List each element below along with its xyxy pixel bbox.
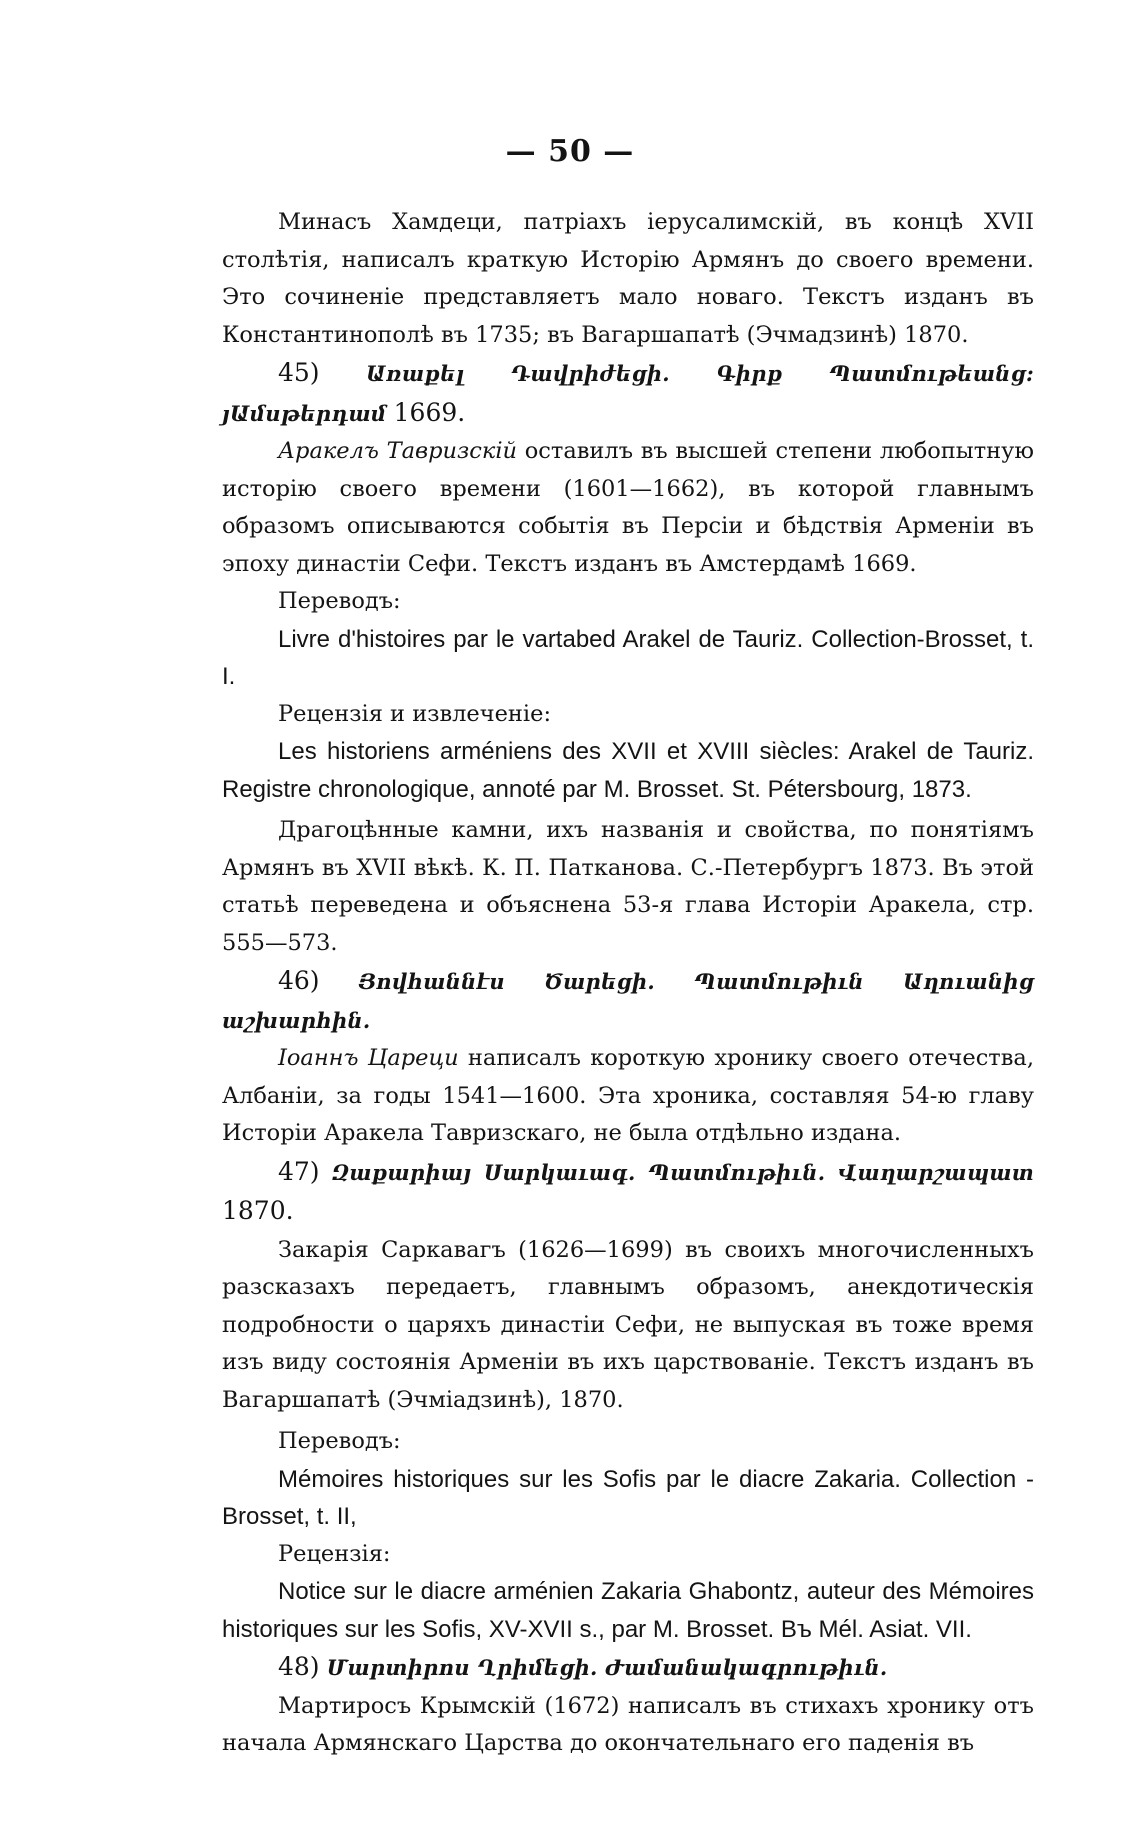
description-text: оставилъ въ высшей степени любопытную исторію своего времени (1601—1662), въ которой главнымъ образомъ описываются событія въ Персіи и бѣдствія Арменіи въ эпоху династіи Сефи. Текстъ изданъ въ Амстердамѣ 1669. bbox=[222, 438, 1034, 577]
armenian-title: Մարտիրոս Ղրիմեցի. Ժամանակագրութիւն. bbox=[326, 1655, 888, 1680]
entry-48-description: Мартиросъ Крымскій (1672) написалъ въ стихахъ хронику отъ начала Армянскаго Царства до окончательнаго его паденія въ bbox=[222, 1692, 1034, 1756]
entry-45-heading bbox=[222, 354, 1034, 433]
review-heading: Рецензія и извлеченіе: bbox=[278, 700, 552, 727]
translation-text: Livre d'histoires par le vartabed Arakel de Tauriz. Collection-Brosset, t. I. bbox=[222, 625, 1034, 690]
entry-45-description bbox=[222, 433, 1034, 583]
entry-47-description: Закарія Саркавагъ (1626—1699) въ своихъ многочисленныхъ разсказахъ передаетъ, главнымъ образомъ, анекдотическія подробности о царяхъ династіи Сефи, не выпуская въ тоже время изъ виду состоянія Арменіи въ ихъ царствованіе. Текстъ изданъ въ Вагаршапатѣ (Эчміадзинѣ), 1870. bbox=[222, 1236, 1034, 1413]
entry-46-description bbox=[222, 1040, 1034, 1153]
paragraph-minas: Минасъ Хамдеци, патріахъ іерусалимскій, въ концѣ XVII столѣтія, написалъ краткую Исторію Армянъ до своего времени. Это сочиненіе представляетъ мало новаго. Текстъ изданъ въ Константинополѣ въ 1735; въ Вагаршапатѣ (Эчмадзинѣ) 1870. bbox=[222, 209, 1034, 348]
translation-text: Mémoires historiques sur les Sofis par le diacre Zakaria. Collection - Brosset, t. II, bbox=[222, 1465, 1034, 1530]
entry-number: 48) bbox=[278, 1652, 320, 1681]
entry-number: 45) bbox=[278, 358, 320, 387]
author-name: Іоаннъ Цареци bbox=[278, 1045, 459, 1071]
review-text: Les historiens arméniens des XVII et XVIII siècles: Arakel de Tauriz. Registre chronologique, annoté par M. Brosset. St. Pétersbourg, 1873. bbox=[222, 738, 1034, 803]
entry-number: 46) bbox=[278, 966, 320, 995]
extra-reference: Драгоцѣнные камни, ихъ названія и свойства, по понятіямъ Армянъ въ XVII вѣкѣ. К. П. Патканова. С.-Петербургъ 1873. Въ этой статьѣ переведена и объяснена 53-я глава Исторіи Аракела, стр. 555—573. bbox=[222, 817, 1034, 956]
armenian-title: Զաքարիայ Սարկաւագ. Պատմութիւն. Վաղարշապատ bbox=[331, 1159, 1034, 1185]
description-text: написалъ короткую хронику своего отечества, Албаніи, за годы 1541—1600. Эта хроника, составляя 54-ю главу Исторіи Аракела Тавризскаго, не была отдѣльно издана. bbox=[222, 1045, 1034, 1146]
entry-47-heading bbox=[222, 1153, 1034, 1232]
review-heading: Рецензія: bbox=[278, 1540, 391, 1567]
entry-48-heading bbox=[222, 1648, 1034, 1688]
page-number: — 50 — bbox=[505, 134, 635, 169]
review-text: Notice sur le diacre arménien Zakaria Ghabontz, auteur des Mémoires historiques sur les Sofis, XV-XVII s., par M. Brosset. Въ Mél. Asiat. VII. bbox=[222, 1578, 1034, 1643]
translation-heading: Переводъ: bbox=[278, 1428, 401, 1454]
entry-year: 1669. bbox=[393, 397, 466, 427]
entry-year: 1870. bbox=[222, 1196, 294, 1225]
page-body bbox=[222, 204, 1034, 1763]
author-name: Аракелъ Тавризскій bbox=[278, 438, 518, 464]
armenian-title: Առաքել Դավրիժեցի. Գիրք Պատմութեանց: յԱմսթերդամ bbox=[222, 361, 1035, 426]
armenian-title: Յովհաննէս Ծարեցի. Պատմութիւն Աղուանից աշխարհին. bbox=[222, 969, 1034, 1033]
translation-heading: Переводъ: bbox=[278, 588, 401, 614]
entry-number: 47) bbox=[278, 1156, 320, 1186]
entry-46-heading bbox=[222, 962, 1034, 1040]
